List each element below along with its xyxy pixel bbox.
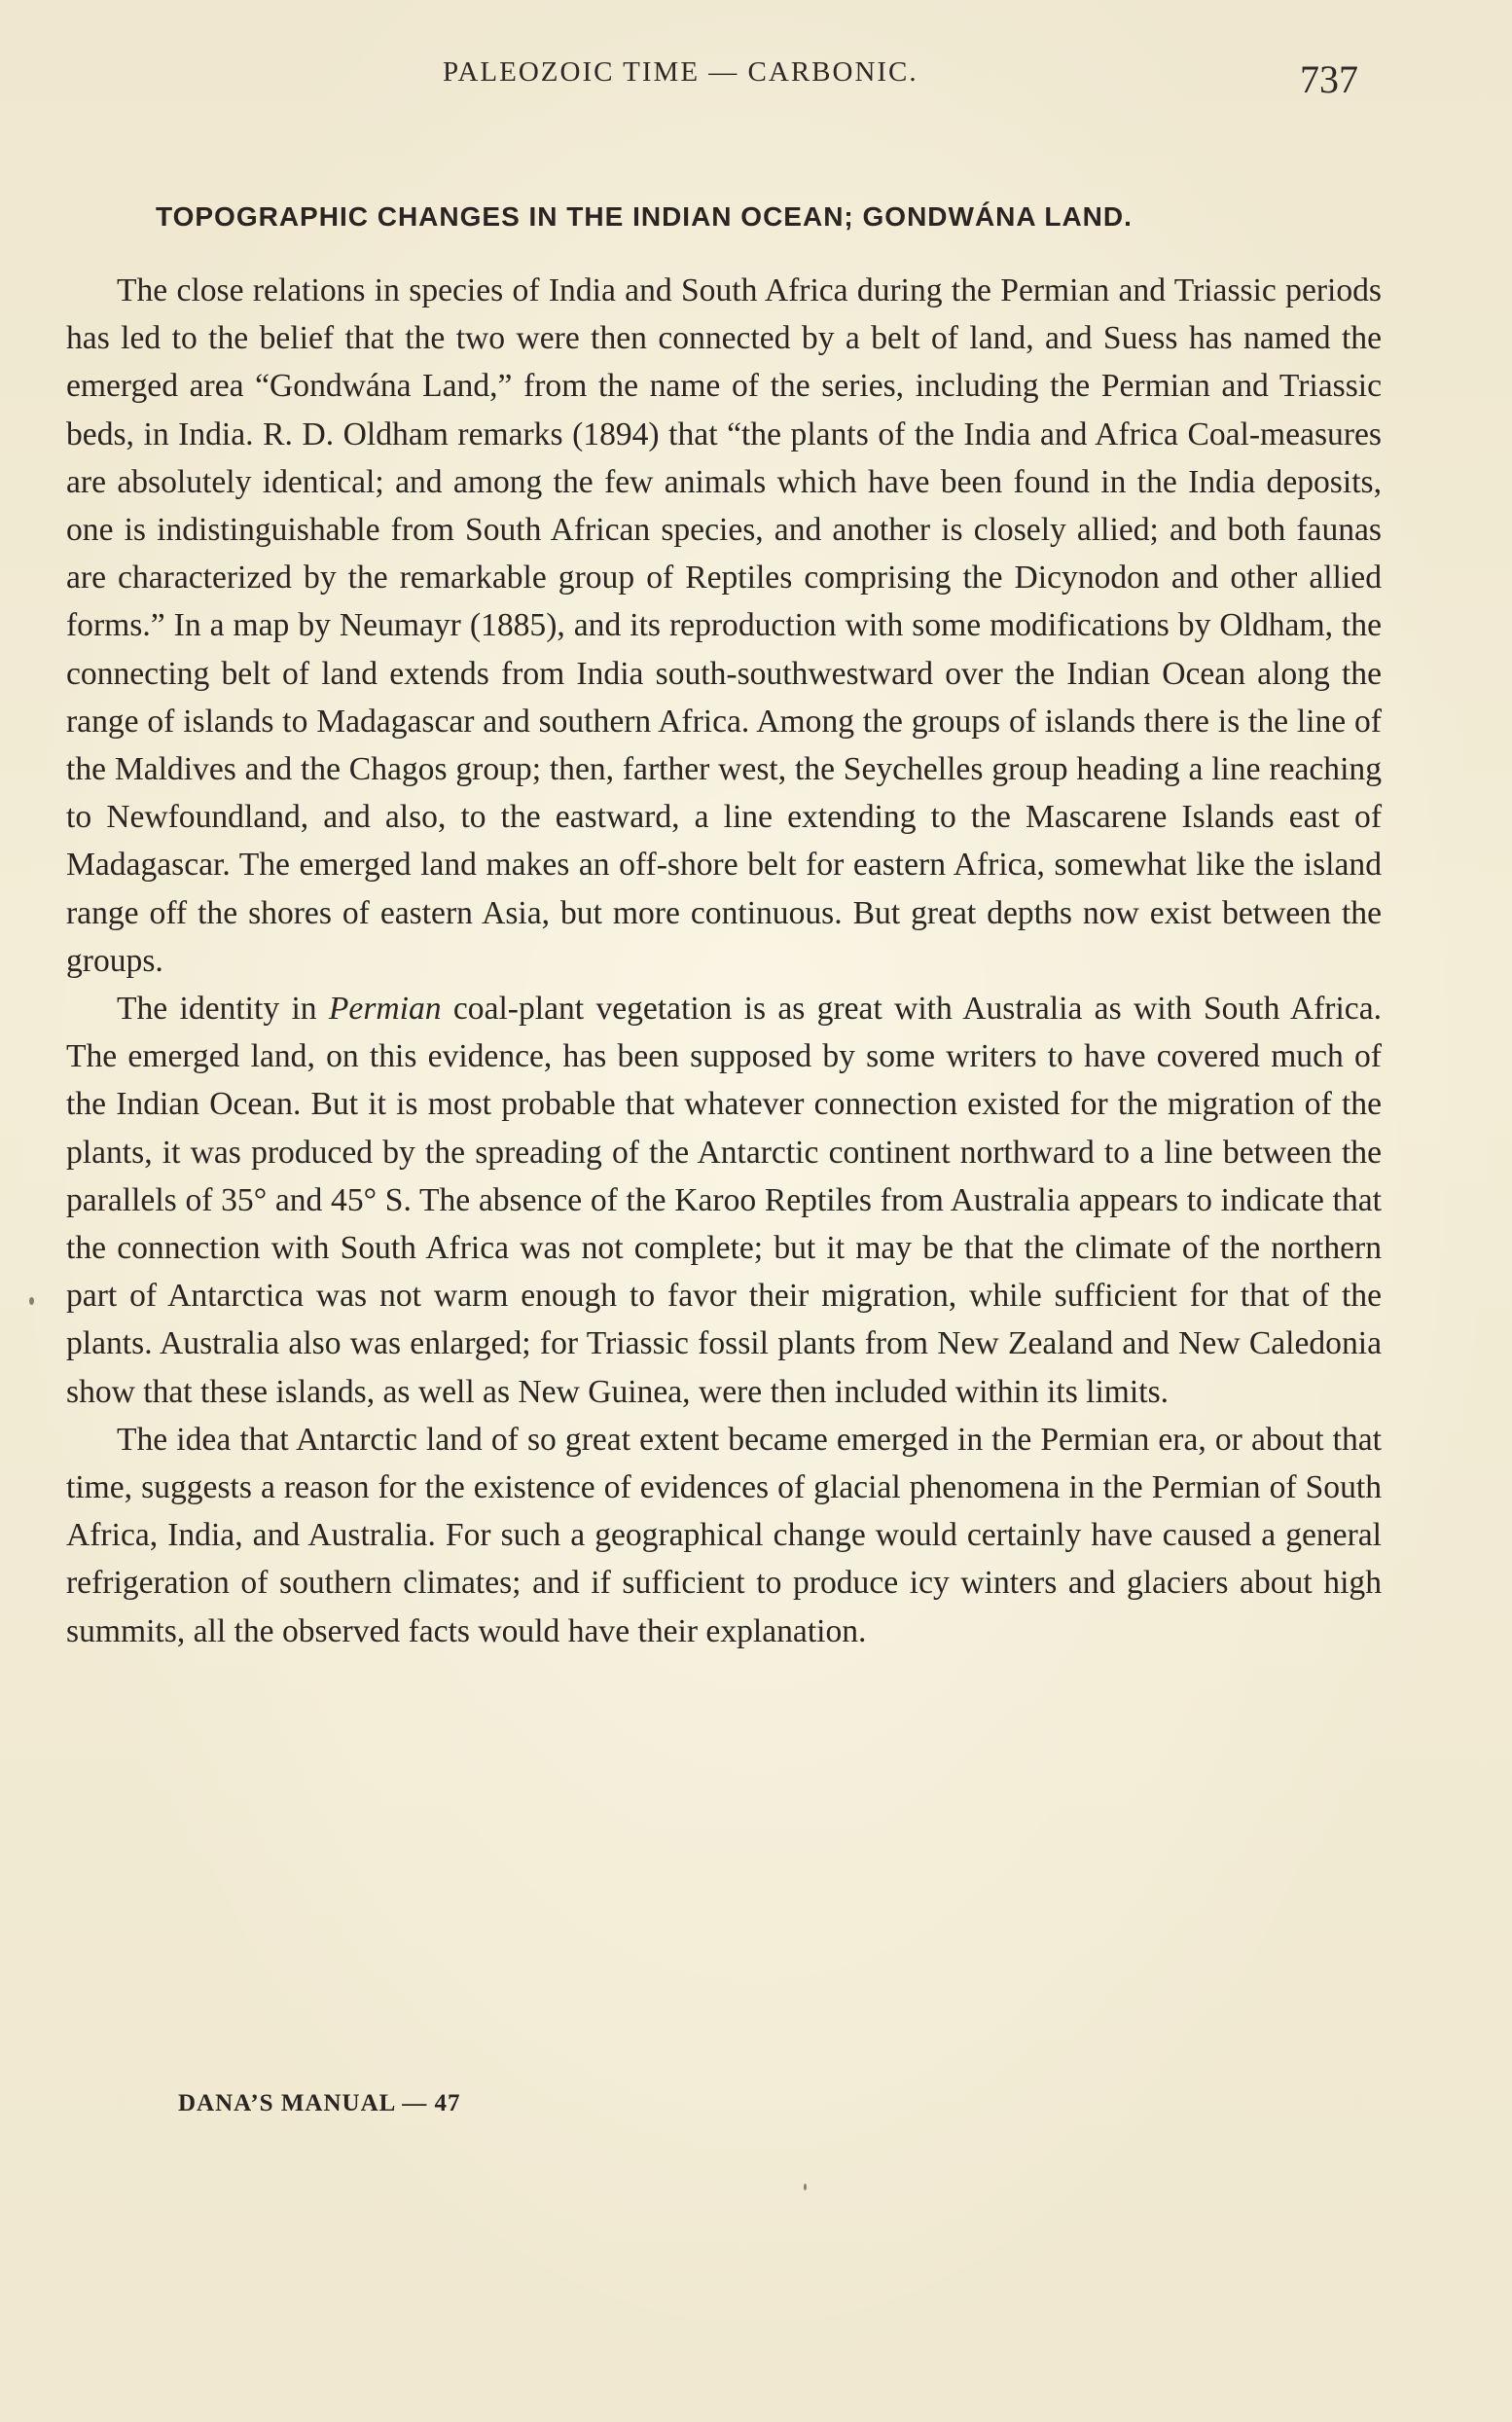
paragraph-2-emphasis: Permian: [328, 991, 442, 1028]
signature-mark: DANA’S MANUAL — 47: [178, 2090, 461, 2116]
paragraph-1: The close relations in species of India and South Africa during the Permian and Triassic periods has led to the belief that the two were then connected by a belt of land, and Suess has named the emerged area “Gondwána Land,” from the name of the series, including the Permian and Triassic beds, in India. R. D. Oldham remarks (1894) that “the plants of the India and Africa Coal-measures are absolutely identical; and among the few animals which have been found in the India deposits, one is indistinguishable from South African species, and another is closely allied; and both faunas are characterized by the remarkable group of Reptiles comprising the Dicynodon and other allied forms.” In a map by Neumayr (1885), and its reproduction with some modifications by Oldham, the connecting belt of land extends from India south-southwestward over the Indian Ocean along the range of islands to Madagascar and southern Africa. Among the groups of islands there is the line of the Maldives and the Chagos group; then, farther west, the Seychelles group heading a line reaching to Newfoundland, and also, to the eastward, a line extending to the Mascarene Islands east of Madagascar. The emerged land makes an off-shore belt for eastern Africa, somewhat like the island range off the shores of eastern Asia, but more continuous. But great depths now exist between the groups.: [66, 272, 1382, 979]
section-heading: TOPOGRAPHIC CHANGES IN THE INDIAN OCEAN; GONDWÁNA LAND.: [156, 201, 1133, 232]
running-title: PALEOZOIC TIME — CARBONIC.: [443, 56, 918, 88]
paragraph-2: [66, 985, 1382, 1416]
margin-speck: [29, 1297, 34, 1305]
margin-speck: [804, 2184, 807, 2190]
page-number: 737: [1300, 57, 1358, 101]
body-text: [66, 267, 1382, 1655]
paragraph-3: The idea that Antarctic land of so great extent became emerged in the Permian era, or about that time, suggests a reason for the existence of evidences of glacial phenomena in the Permian of South Africa, India, and Australia. For such a geographical change would certainly have caused a general refrigeration of southern climates; and if sufficient to produce icy winters and glaciers about high summits, all the observed facts would have their explanation.: [66, 1421, 1382, 1649]
paragraph-2-start: The identity in: [117, 991, 329, 1028]
paragraph-2-rest: coal-plant vegetation is as great with Australia as with South Africa. The emerged land, on this evidence, has been supposed by some writers to have covered much of the Indian Ocean. But it is most probable that whatever connection existed for the migration of the plants, it was produced by the spreading of the Antarctic continent northward to a line between the parallels of 35° and 45° S. The absence of the Karoo Reptiles from Australia appears to indicate that the connection with South Africa was not complete; but it may be that the climate of the northern part of Antarctica was not warm enough to favor their migration, while sufficient for that of the plants. Australia also was enlarged; for Triassic fossil plants from New Zealand and New Caledonia show that these islands, as well as New Guinea, were then included within its limits.: [66, 991, 1383, 1410]
